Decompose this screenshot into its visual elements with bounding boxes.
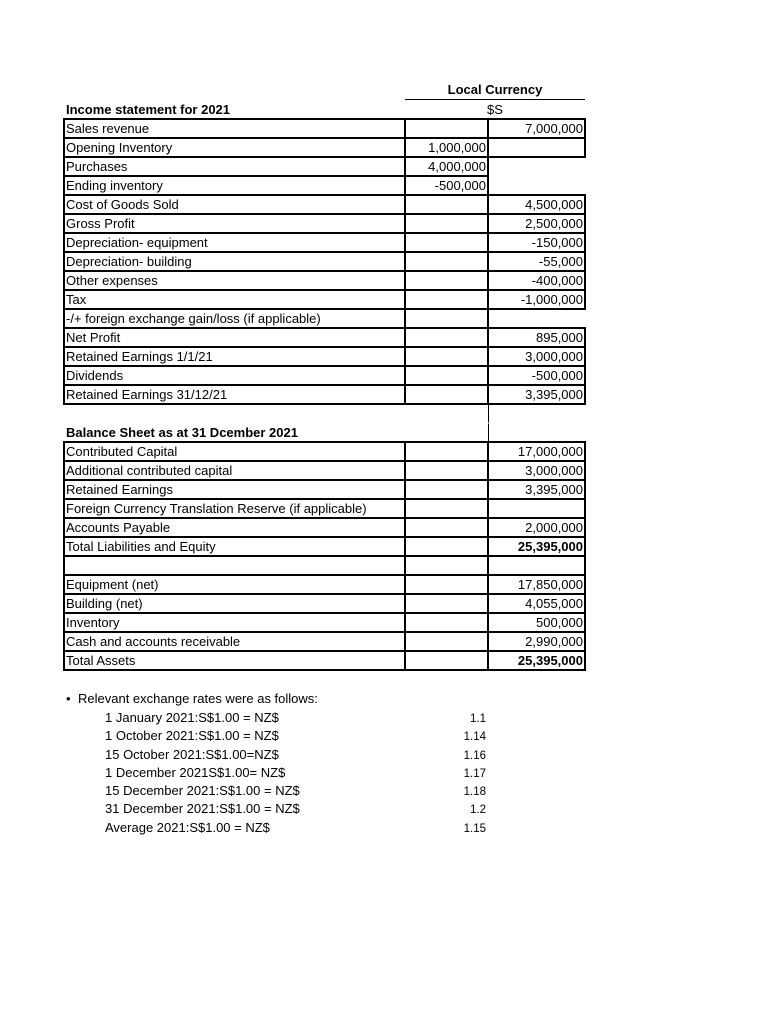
rate-value: 1.18 <box>463 786 486 799</box>
income-row <box>64 290 585 309</box>
row-label: Total Liabilities and Equity <box>64 537 405 556</box>
row-label: -/+ foreign exchange gain/loss (if applicable) <box>64 309 405 328</box>
row-label: Accounts Payable <box>64 518 405 537</box>
rate-label: Average 2021:S$1.00 = NZ$ <box>105 819 270 835</box>
rate-value: 1.16 <box>463 749 486 762</box>
sub-amount-cell <box>405 290 488 309</box>
amount-cell: 7,000,000 <box>488 119 585 138</box>
exchange-rate-item <box>0 782 768 800</box>
sub-amount-cell <box>405 632 488 651</box>
amount-cell: -55,000 <box>488 252 585 271</box>
balance-total-row <box>64 651 585 670</box>
balance-row <box>64 461 585 480</box>
sub-amount-cell <box>405 366 488 385</box>
income-statement-title: Income statement for 2021 <box>66 102 231 117</box>
income-row <box>64 309 585 328</box>
amount-cell: 17,000,000 <box>488 442 585 461</box>
income-row <box>64 385 585 404</box>
total-amount-cell: 25,395,000 <box>488 537 585 556</box>
sub-amount-cell <box>405 499 488 518</box>
sub-amount-cell <box>405 442 488 461</box>
row-label: Ending inventory <box>64 176 405 195</box>
income-row <box>64 328 585 347</box>
income-row <box>64 138 585 157</box>
balance-row <box>64 575 585 594</box>
balance-total-row <box>64 537 585 556</box>
exchange-rate-item <box>0 819 768 837</box>
sub-amount-cell <box>405 613 488 632</box>
sub-amount-cell <box>405 480 488 499</box>
sub-amount-cell <box>405 347 488 366</box>
sub-amount-cell: 4,000,000 <box>405 157 488 176</box>
row-label: Cost of Goods Sold <box>64 195 405 214</box>
row-label: Contributed Capital <box>64 442 405 461</box>
row-label: Depreciation- building <box>64 252 405 271</box>
income-row <box>64 195 585 214</box>
rate-label: 31 December 2021:S$1.00 = NZ$ <box>105 801 300 817</box>
sub-amount-cell: -500,000 <box>405 176 488 195</box>
balance-row <box>64 632 585 651</box>
amount-cell: 17,850,000 <box>488 575 585 594</box>
rate-value: 1.17 <box>463 767 486 780</box>
currency-unit-label: $S <box>487 102 503 117</box>
empty-cell <box>64 556 405 575</box>
empty-cell <box>405 556 488 575</box>
income-row <box>64 366 585 385</box>
total-amount-cell: 25,395,000 <box>488 651 585 670</box>
row-label: Foreign Currency Translation Reserve (if applicable) <box>64 499 405 518</box>
balance-row <box>64 613 585 632</box>
rate-label: 1 October 2021:S$1.00 = NZ$ <box>105 728 279 744</box>
amount-cell <box>488 499 585 518</box>
sub-amount-cell <box>405 328 488 347</box>
sub-amount-cell <box>405 575 488 594</box>
income-row <box>64 252 585 271</box>
sub-amount-cell <box>405 594 488 613</box>
sub-amount-cell <box>405 309 488 328</box>
sub-amount-cell <box>405 651 488 670</box>
balance-row <box>64 594 585 613</box>
amount-cell: 3,395,000 <box>488 480 585 499</box>
amount-cell: 4,055,000 <box>488 594 585 613</box>
sub-amount-cell <box>405 252 488 271</box>
amount-cell: 2,000,000 <box>488 518 585 537</box>
row-label: Purchases <box>64 157 405 176</box>
row-label: Inventory <box>64 613 405 632</box>
exchange-rate-item <box>0 709 768 727</box>
sub-amount-cell <box>405 233 488 252</box>
exchange-rate-list <box>0 709 768 837</box>
rate-label: 15 October 2021:S$1.00=NZ$ <box>105 746 279 762</box>
amount-cell: 2,990,000 <box>488 632 585 651</box>
exchange-rate-item <box>0 746 768 764</box>
exchange-rate-item <box>0 764 768 782</box>
balance-row <box>64 480 585 499</box>
row-label: Total Assets <box>64 651 405 670</box>
row-label: Retained Earnings 31/12/21 <box>64 385 405 404</box>
bullet-icon: • <box>66 691 71 706</box>
intro-text: Relevant exchange rates were as follows: <box>78 691 318 706</box>
empty-cell <box>488 556 585 575</box>
row-label: Other expenses <box>64 271 405 290</box>
sub-amount-cell <box>405 214 488 233</box>
row-label: Sales revenue <box>64 119 405 138</box>
amount-cell: 4,500,000 <box>488 195 585 214</box>
statement-grid <box>64 119 585 670</box>
sub-amount-cell <box>405 271 488 290</box>
amount-cell: 3,000,000 <box>488 347 585 366</box>
balance-row <box>64 499 585 518</box>
amount-cell: -150,000 <box>488 233 585 252</box>
rate-value: 1.15 <box>463 822 486 835</box>
rate-value: 1.1 <box>470 713 486 725</box>
income-row <box>64 119 585 138</box>
row-label: Building (net) <box>64 594 405 613</box>
row-label: Dividends <box>64 366 405 385</box>
sub-amount-cell <box>405 518 488 537</box>
row-label: Net Profit <box>64 328 405 347</box>
rate-label: 15 December 2021:S$1.00 = NZ$ <box>105 783 300 799</box>
row-label: Gross Profit <box>64 214 405 233</box>
rate-label: 1 December 2021S$1.00= NZ$ <box>105 764 286 780</box>
empty-row <box>64 556 585 575</box>
income-row <box>64 157 585 176</box>
row-label: Equipment (net) <box>64 575 405 594</box>
income-row <box>64 214 585 233</box>
row-label: Depreciation- equipment <box>64 233 405 252</box>
amount-cell: 500,000 <box>488 613 585 632</box>
rate-label: 1 January 2021:S$1.00 = NZ$ <box>105 710 279 725</box>
amount-cell: 2,500,000 <box>488 214 585 233</box>
row-label: Retained Earnings <box>64 480 405 499</box>
sub-amount-cell: 1,000,000 <box>405 138 488 157</box>
income-row <box>64 233 585 252</box>
balance-row <box>64 442 585 461</box>
row-label: Cash and accounts receivable <box>64 632 405 651</box>
rate-value: 1.2 <box>470 804 486 817</box>
balance-row <box>64 518 585 537</box>
amount-cell: -1,000,000 <box>488 290 585 309</box>
row-label: Additional contributed capital <box>64 461 405 480</box>
sub-amount-cell <box>405 195 488 214</box>
sub-amount-cell <box>405 119 488 138</box>
sub-amount-cell <box>405 537 488 556</box>
balance-sheet-title-row <box>64 423 585 442</box>
amount-cell: 3,000,000 <box>488 461 585 480</box>
row-label: Opening Inventory <box>64 138 405 157</box>
exchange-rates-intro <box>66 690 318 708</box>
amount-cell: -400,000 <box>488 271 585 290</box>
amount-cell: -500,000 <box>488 366 585 385</box>
amount-cell: 895,000 <box>488 328 585 347</box>
rate-value: 1.14 <box>463 731 486 744</box>
amount-cell: 3,395,000 <box>488 385 585 404</box>
income-row <box>64 271 585 290</box>
amount-cell <box>488 138 585 157</box>
exchange-rate-item <box>0 800 768 818</box>
income-row <box>64 176 585 195</box>
exchange-rate-item <box>0 727 768 745</box>
row-label: Tax <box>64 290 405 309</box>
row-label: Retained Earnings 1/1/21 <box>64 347 405 366</box>
sub-amount-cell <box>405 461 488 480</box>
income-row <box>64 347 585 366</box>
sub-amount-cell <box>405 385 488 404</box>
currency-column-header: Local Currency <box>405 81 585 100</box>
column-divider <box>488 404 585 423</box>
spacer-row <box>64 404 585 423</box>
balance-sheet-title: Balance Sheet as at 31 Dcember 2021 <box>66 425 298 440</box>
column-divider <box>488 423 585 442</box>
